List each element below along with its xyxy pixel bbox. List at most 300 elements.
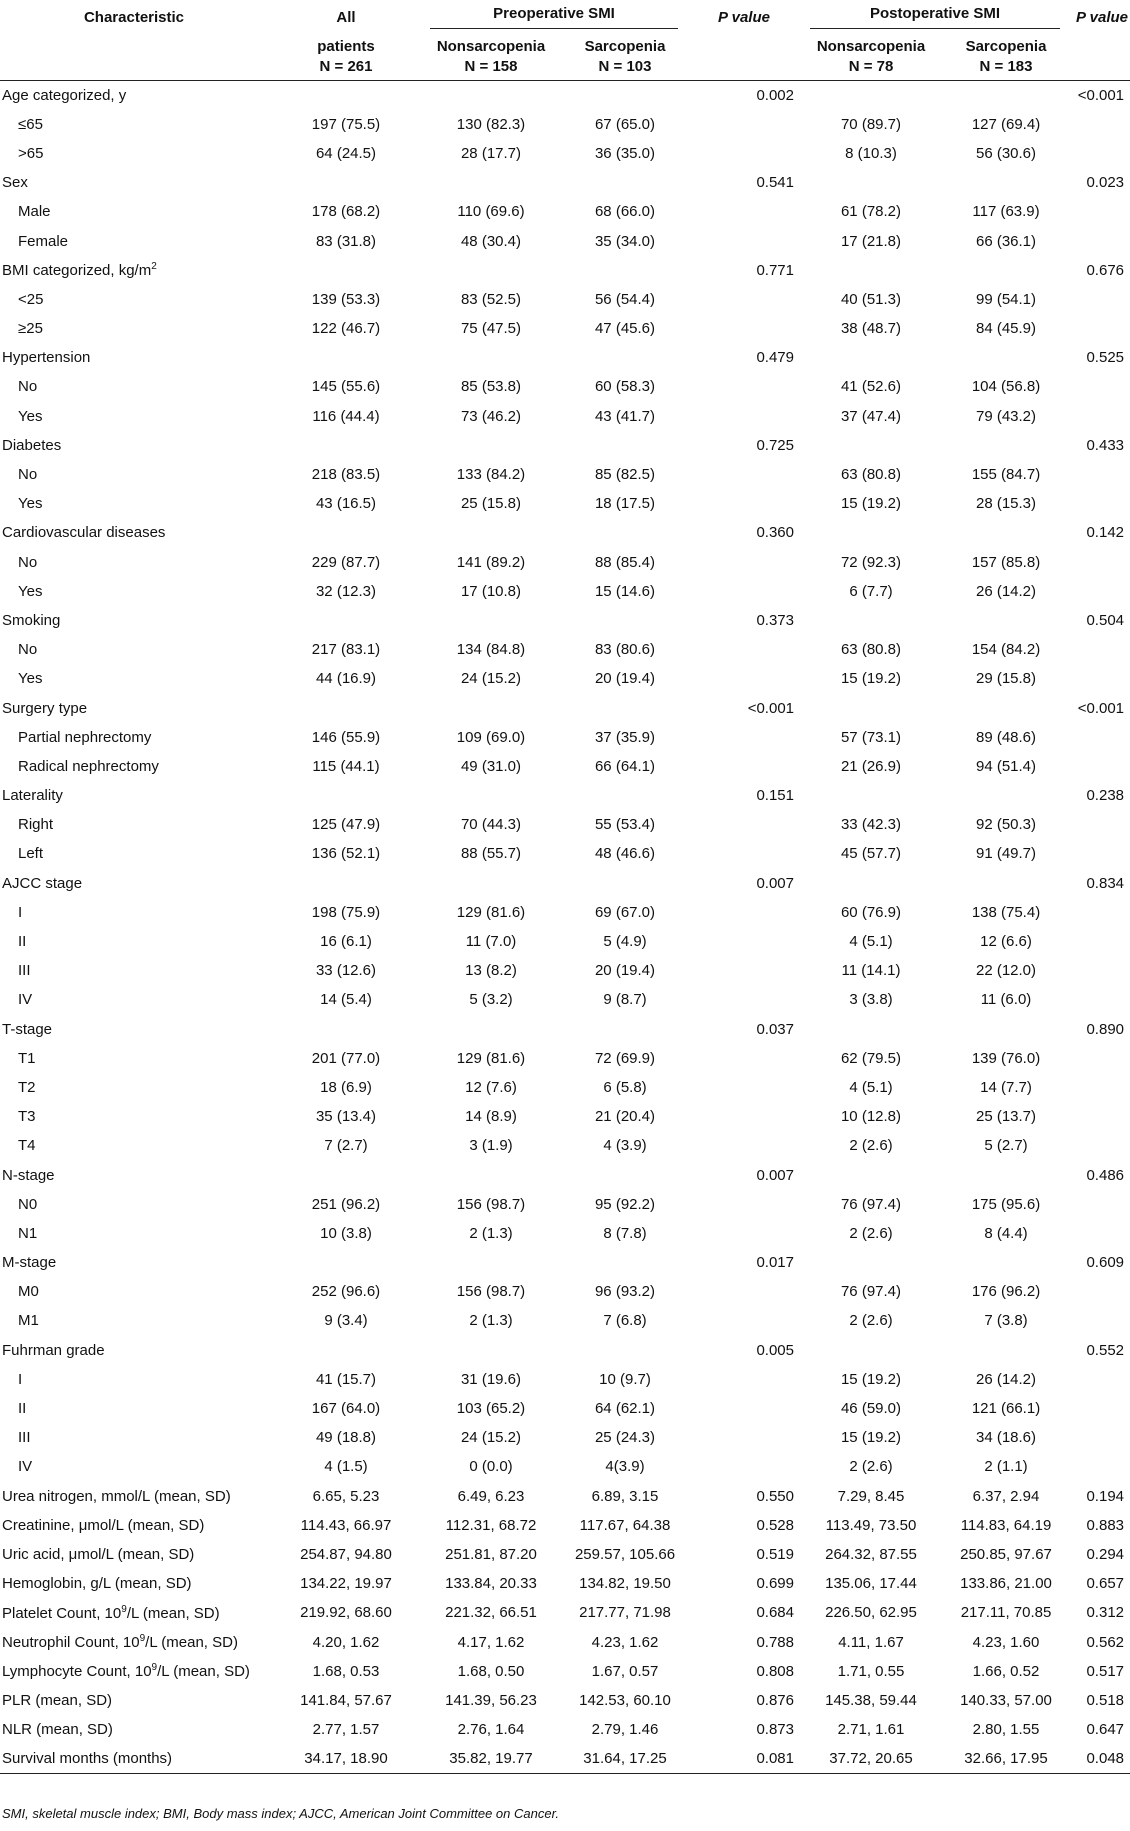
cell-post-sarcopenia: 89 (48.6) [975,728,1037,746]
cell-post-nonsarcopenia [800,168,942,197]
cell-all: 18 (6.9) [320,1078,372,1096]
table-row [0,1627,1130,1656]
cell-post-nonsarcopenia: 15 (19.2) [840,670,902,688]
cell-post-nonsarcopenia: 1.71, 0.55 [837,1662,905,1680]
cell-pre-nonsarcopenia [420,168,562,197]
cell-all: 2.77, 1.57 [312,1721,380,1739]
row-label: M-stage [2,1254,57,1272]
cell-all [272,256,420,285]
cell-p-value-2: 0.609 [1086,1254,1125,1272]
cell-p-value-1 [688,1044,800,1073]
cell-all: 6.65, 5.23 [312,1487,380,1505]
cell-p-value-1 [688,810,800,839]
table-row [0,1102,1130,1131]
cell-post-sarcopenia [942,693,1070,722]
table-row [0,460,1130,489]
table-row [0,956,1130,985]
cell-p-value-1 [688,1365,800,1394]
cell-all [272,606,420,635]
cell-pre-nonsarcopenia [420,693,562,722]
cell-p-value-1: 0.771 [756,261,794,279]
cell-post-nonsarcopenia: 61 (78.2) [840,203,902,221]
row-label: Lymphocyte Count, 10 [2,1663,152,1681]
cell-p-value-1 [688,1306,800,1335]
cell-p-value-1 [688,577,800,606]
row-label: III [18,962,31,980]
cell-p-value-1 [688,1131,800,1160]
cell-pre-nonsarcopenia: 109 (69.0) [456,728,526,746]
cell-post-sarcopenia: 5 (2.7) [984,1137,1028,1155]
cell-p-value-2: 0.518 [1086,1691,1125,1709]
row-label-superscript: 9 [121,1603,127,1615]
cell-pre-sarcopenia: 95 (92.2) [594,1195,656,1213]
cell-pre-nonsarcopenia [420,431,562,460]
cell-all: 41 (15.7) [315,1370,377,1388]
cell-post-sarcopenia: 79 (43.2) [975,407,1037,425]
cell-post-sarcopenia: 14 (7.7) [980,1078,1032,1096]
table-row [0,635,1130,664]
cell-post-nonsarcopenia: 37.72, 20.65 [800,1744,942,1773]
cell-pre-sarcopenia [562,343,688,372]
row-label: N1 [18,1224,38,1242]
cell-characteristic [0,606,272,635]
cell-characteristic [0,256,272,285]
table-row [0,752,1130,781]
cell-p-value-2: 0.433 [1086,436,1125,454]
cell-post-sarcopenia: 26 (14.2) [975,1370,1037,1388]
cell-pre-nonsarcopenia: 110 (69.6) [457,203,525,221]
cell-post-sarcopenia [942,1160,1070,1189]
cell-post-sarcopenia: 175 (95.6) [971,1195,1041,1213]
cell-all: 83 (31.8) [315,232,377,250]
cell-p-value-1: 0.007 [756,1166,794,1184]
table-row [0,402,1130,431]
header-blank [0,34,272,81]
cell-p-value-2 [1070,898,1130,927]
cell-p-value-2: 0.504 [1086,611,1125,629]
cell-all: 10 (3.8) [320,1224,372,1242]
cell-pre-nonsarcopenia: 4.17, 1.62 [457,1633,525,1651]
table-row [0,1248,1130,1277]
row-label: Hemoglobin, g/L (mean, SD) [2,1575,192,1593]
cell-pre-sarcopenia: 10 (9.7) [599,1370,651,1388]
cell-p-value-1 [688,197,800,226]
cell-all: 64 (24.5) [315,144,377,162]
cell-characteristic [0,1336,272,1365]
cell-p-value-2 [1070,577,1130,606]
cell-post-sarcopenia: 4.23, 1.60 [972,1633,1040,1651]
cell-post-sarcopenia: 154 (84.2) [971,641,1041,659]
cell-characteristic [0,1482,272,1511]
cell-pre-nonsarcopenia: 6.49, 6.23 [457,1487,525,1505]
cell-post-sarcopenia: 91 (49.7) [975,845,1037,863]
table-row [0,1219,1130,1248]
cell-post-nonsarcopenia: 63 (80.8) [840,641,902,659]
cell-p-value-2 [1070,226,1130,255]
cell-post-sarcopenia [942,1248,1070,1277]
cell-post-nonsarcopenia: 33 (42.3) [840,816,902,834]
cell-post-sarcopenia: 121 (66.1) [971,1400,1041,1418]
cell-p-value-2 [1070,1044,1130,1073]
cell-all: 219.92, 68.60 [300,1604,392,1622]
cell-p-value-1 [688,723,800,752]
cell-pre-sarcopenia [562,693,688,722]
cell-pre-nonsarcopenia: 83 (52.5) [460,290,522,308]
cell-pre-sarcopenia [562,81,688,110]
table-row [0,1306,1130,1335]
row-label: ≥25 [18,320,43,338]
cell-all: 35 (13.4) [315,1108,377,1126]
cell-post-nonsarcopenia: 57 (73.1) [840,728,902,746]
cell-pre-sarcopenia [562,1336,688,1365]
cell-post-nonsarcopenia [800,869,942,898]
cell-all [272,781,420,810]
cell-p-value-1 [688,402,800,431]
cell-characteristic [0,431,272,460]
table-row [0,1569,1130,1598]
table-row [0,1657,1130,1686]
row-label: AJCC stage [2,874,83,892]
cell-post-sarcopenia: 114.83, 64.19 [960,1516,1052,1534]
cell-pre-nonsarcopenia [420,606,562,635]
row-label: N-stage [2,1166,55,1184]
row-label: Fuhrman grade [2,1341,105,1359]
cell-pre-nonsarcopenia [420,518,562,547]
cell-pre-nonsarcopenia: 1.68, 0.50 [457,1662,525,1680]
cell-characteristic [0,343,272,372]
table-row [0,518,1130,547]
cell-p-value-1 [688,139,800,168]
cell-p-value-2: 0.486 [1086,1166,1125,1184]
row-label: I [18,903,23,921]
cell-pre-sarcopenia: 20 (19.4) [594,962,656,980]
cell-characteristic [0,1160,272,1189]
cell-post-nonsarcopenia: 62 (79.5) [840,1049,902,1067]
cell-post-sarcopenia: 28 (15.3) [975,495,1037,513]
cell-post-nonsarcopenia: 4 (5.1) [849,1078,893,1096]
cell-post-nonsarcopenia [800,693,942,722]
row-label: No [18,553,38,571]
table-row [0,1131,1130,1160]
cell-characteristic [0,548,272,577]
row-label: M0 [18,1283,39,1301]
table-row [0,781,1130,810]
row-label: Survival months (months) [2,1750,173,1768]
row-label: NLR (mean, SD) [2,1721,113,1739]
cell-post-sarcopenia: 2 (1.1) [984,1458,1028,1476]
cell-post-sarcopenia: 32.66, 17.95 [942,1744,1070,1773]
table-row [0,314,1130,343]
cell-p-value-1: 0.550 [756,1487,794,1505]
cell-post-sarcopenia: 34 (18.6) [975,1429,1037,1447]
cell-p-value-2 [1070,1102,1130,1131]
cell-p-value-2: <0.001 [1077,86,1125,104]
cell-pre-nonsarcopenia: 25 (15.8) [460,495,522,513]
cell-post-sarcopenia: 133.86, 21.00 [960,1575,1052,1593]
cell-all: 114.43, 66.97 [300,1516,392,1534]
cell-characteristic [0,518,272,547]
cell-p-value-2 [1070,810,1130,839]
row-label: Partial nephrectomy [18,728,152,746]
cell-p-value-2: 0.294 [1086,1545,1125,1563]
row-label: IV [18,991,33,1009]
cell-post-nonsarcopenia: 2 (2.6) [849,1137,893,1155]
row-label: I [18,1370,23,1388]
cell-pre-nonsarcopenia: 2.76, 1.64 [457,1721,525,1739]
cell-post-sarcopenia: 250.85, 97.67 [960,1545,1052,1563]
cell-post-nonsarcopenia [800,1015,942,1044]
cell-p-value-2: 0.562 [1086,1633,1125,1651]
cell-post-nonsarcopenia: 40 (51.3) [840,290,902,308]
cell-pre-sarcopenia: 88 (85.4) [594,553,656,571]
cell-all [272,518,420,547]
header-post-nonsarcopenia [800,34,942,81]
header-n-post-non: N = 78 [848,58,894,75]
header-n-all: N = 261 [319,58,373,75]
cell-p-value-1: 0.808 [756,1662,794,1680]
cell-p-value-1 [688,1277,800,1306]
row-label-suffix: /L (mean, SD) [157,1663,250,1681]
cell-p-value-2: 0.890 [1086,1020,1125,1038]
cell-post-nonsarcopenia: 3 (3.8) [849,991,893,1009]
cell-p-value-2: 0.834 [1086,874,1125,892]
cell-post-nonsarcopenia: 2 (2.6) [849,1224,893,1242]
cell-all: 14 (5.4) [320,991,372,1009]
cell-characteristic [0,635,272,664]
cell-p-value-1 [688,752,800,781]
cell-p-value-2 [1070,372,1130,401]
cell-p-value-1: 0.479 [756,349,794,367]
cell-characteristic [0,197,272,226]
cell-p-value-2 [1070,752,1130,781]
cell-pre-nonsarcopenia: 133.84, 20.33 [445,1575,537,1593]
cell-p-value-2: 0.657 [1086,1575,1125,1593]
cell-pre-sarcopenia: 55 (53.4) [594,816,656,834]
cell-post-nonsarcopenia: 2.71, 1.61 [837,1721,905,1739]
cell-p-value-2 [1070,1131,1130,1160]
cell-post-sarcopenia: 6.37, 2.94 [972,1487,1040,1505]
cell-pre-sarcopenia: 5 (4.9) [603,933,647,951]
cell-post-nonsarcopenia: 41 (52.6) [840,378,902,396]
cell-pre-nonsarcopenia: 85 (53.8) [460,378,522,396]
cell-post-sarcopenia: 11 (6.0) [980,991,1032,1009]
table-row [0,81,1130,110]
cell-all: 4 (1.5) [324,1458,368,1476]
header-characteristic: Characteristic [83,8,185,26]
table-row [0,256,1130,285]
cell-p-value-1: 0.684 [756,1604,794,1622]
cell-pre-sarcopenia: 6 (5.8) [603,1078,647,1096]
table-row [0,1015,1130,1044]
cell-post-sarcopenia: 7 (3.8) [984,1312,1028,1330]
cell-post-nonsarcopenia: 10 (12.8) [840,1108,902,1126]
row-label: >65 [18,144,44,162]
row-label: Laterality [2,787,63,805]
table-row [0,1044,1130,1073]
cell-pre-sarcopenia [562,168,688,197]
cell-characteristic [0,1540,272,1569]
header-postoperative [800,0,1070,34]
row-label: M1 [18,1312,39,1330]
cell-pre-sarcopenia: 9 (8.7) [603,991,647,1009]
cell-p-value-2 [1070,927,1130,956]
cell-p-value-1 [688,956,800,985]
row-label: Smoking [2,611,61,629]
cell-pre-nonsarcopenia: 17 (10.8) [460,582,522,600]
row-label: Yes [18,582,43,600]
cell-p-value-1 [688,664,800,693]
table-row [0,1598,1130,1627]
cell-all [272,869,420,898]
table-row [0,168,1130,197]
cell-p-value-2: 0.312 [1086,1604,1125,1622]
cell-post-sarcopenia: 26 (14.2) [975,582,1037,600]
cell-p-value-2 [1070,110,1130,139]
row-label: <25 [18,290,44,308]
cell-p-value-2 [1070,1452,1130,1481]
cell-pre-sarcopenia: 2.79, 1.46 [591,1721,659,1739]
cell-post-sarcopenia: 157 (85.8) [971,553,1041,571]
cell-all [272,168,420,197]
cell-p-value-2 [1070,139,1130,168]
cell-pre-sarcopenia: 21 (20.4) [594,1108,656,1126]
cell-pre-nonsarcopenia: 129 (81.6) [456,903,526,921]
cell-post-nonsarcopenia: 60 (76.9) [840,903,902,921]
table-row [0,285,1130,314]
cell-p-value-1: 0.007 [756,874,794,892]
cell-all: 178 (68.2) [311,203,381,221]
header-p-value-1-text: P value [718,8,770,26]
cell-p-value-2 [1070,985,1130,1014]
cell-p-value-1: 0.002 [756,86,794,104]
cell-post-sarcopenia: 176 (96.2) [971,1283,1041,1301]
row-label: II [18,933,27,951]
cell-all [272,1336,420,1365]
cell-post-nonsarcopenia [800,1160,942,1189]
table-row [0,839,1130,868]
cell-characteristic [0,1627,272,1656]
cell-pre-nonsarcopenia: 141 (89.2) [456,553,526,571]
cell-p-value-2 [1070,1073,1130,1102]
table-row [0,664,1130,693]
cell-all: 115 (44.1) [312,757,380,775]
header-row-2 [0,34,1130,81]
cell-post-sarcopenia: 66 (36.1) [975,232,1037,250]
cell-all [272,1248,420,1277]
cell-p-value-1: 0.151 [756,787,794,805]
cell-p-value-1 [688,460,800,489]
cell-post-sarcopenia: 1.66, 0.52 [972,1662,1040,1680]
cell-post-sarcopenia: 29 (15.8) [975,670,1037,688]
cell-pre-sarcopenia: 67 (65.0) [594,115,656,133]
cell-all: 9 (3.4) [324,1312,368,1330]
cell-pre-nonsarcopenia [420,256,562,285]
cell-pre-sarcopenia: 68 (66.0) [594,203,656,221]
cell-characteristic [0,1686,272,1715]
row-label: T3 [18,1108,36,1126]
cell-pre-nonsarcopenia: 133 (84.2) [456,466,526,484]
cell-pre-nonsarcopenia: 2 (1.3) [469,1312,513,1330]
cell-all: 32 (12.3) [315,582,377,600]
table-body [0,81,1130,1774]
cell-p-value-1: 0.788 [756,1633,794,1651]
row-label: Age categorized, y [2,86,127,104]
row-label-superscript: 9 [139,1633,146,1645]
row-label: Sex [2,174,28,192]
cell-pre-nonsarcopenia [420,1248,562,1277]
cell-p-value-1 [688,1190,800,1219]
cell-pre-sarcopenia [562,869,688,898]
cell-p-value-2 [1070,314,1130,343]
row-label: III [18,1429,31,1447]
cell-post-nonsarcopenia: 17 (21.8) [840,232,902,250]
cell-p-value-2: 0.883 [1086,1516,1125,1534]
cell-post-sarcopenia [942,1015,1070,1044]
cell-post-nonsarcopenia: 145.38, 59.44 [825,1691,917,1709]
cell-post-nonsarcopenia: 70 (89.7) [840,115,902,133]
header-n-pre-non: N = 158 [464,58,518,75]
cell-post-sarcopenia: 94 (51.4) [975,757,1037,775]
cell-p-value-2 [1070,839,1130,868]
cell-pre-sarcopenia: 37 (35.9) [594,728,656,746]
cell-post-nonsarcopenia: 11 (14.1) [841,962,901,980]
cell-characteristic [0,1131,272,1160]
cell-all: 197 (75.5) [311,115,381,133]
table-row [0,810,1130,839]
cell-post-nonsarcopenia: 37 (47.4) [840,407,902,425]
row-label: No [18,378,38,396]
cell-post-nonsarcopenia: 63 (80.8) [840,466,902,484]
cell-post-sarcopenia [942,606,1070,635]
cell-p-value-1: 0.037 [756,1020,794,1038]
cell-post-sarcopenia: 155 (84.7) [971,466,1041,484]
cell-characteristic [0,723,272,752]
cell-post-sarcopenia: 139 (76.0) [971,1049,1041,1067]
row-label-suffix: /L (mean, SD) [126,1604,220,1622]
cell-post-nonsarcopenia [800,1336,942,1365]
cell-p-value-1: 0.876 [756,1691,794,1709]
cell-p-value-2 [1070,489,1130,518]
cell-characteristic [0,1277,272,1306]
row-label: Surgery type [2,699,88,717]
cell-post-sarcopenia: 2.80, 1.55 [972,1721,1040,1739]
cell-p-value-1 [688,226,800,255]
cell-p-value-2 [1070,635,1130,664]
cell-pre-sarcopenia [562,1248,688,1277]
cell-pre-nonsarcopenia: 103 (65.2) [456,1400,526,1418]
cell-pre-nonsarcopenia: 11 (7.0) [465,933,517,951]
cell-pre-nonsarcopenia: 221.32, 66.51 [445,1604,537,1622]
cell-characteristic [0,1598,272,1627]
table-row [0,372,1130,401]
table-row [0,343,1130,372]
cell-characteristic [0,402,272,431]
cell-p-value-1 [688,898,800,927]
row-label: Creatinine, μmol/L (mean, SD) [2,1516,205,1534]
table-row [0,1482,1130,1511]
cell-p-value-1 [688,635,800,664]
cell-pre-nonsarcopenia [420,869,562,898]
table-row [0,1336,1130,1365]
cell-post-nonsarcopenia: 72 (92.3) [840,553,902,571]
cell-pre-sarcopenia: 31.64, 17.25 [562,1744,688,1773]
cell-all: 198 (75.9) [311,903,381,921]
row-label: Uric acid, μmol/L (mean, SD) [2,1545,195,1563]
cell-characteristic [0,898,272,927]
row-label: Urea nitrogen, mmol/L (mean, SD) [2,1487,231,1505]
footnote: SMI, skeletal muscle index; BMI, Body mass index; AJCC, American Joint Committee on Cancer. [2,1806,560,1821]
cell-post-nonsarcopenia: 15 (19.2) [840,495,902,513]
